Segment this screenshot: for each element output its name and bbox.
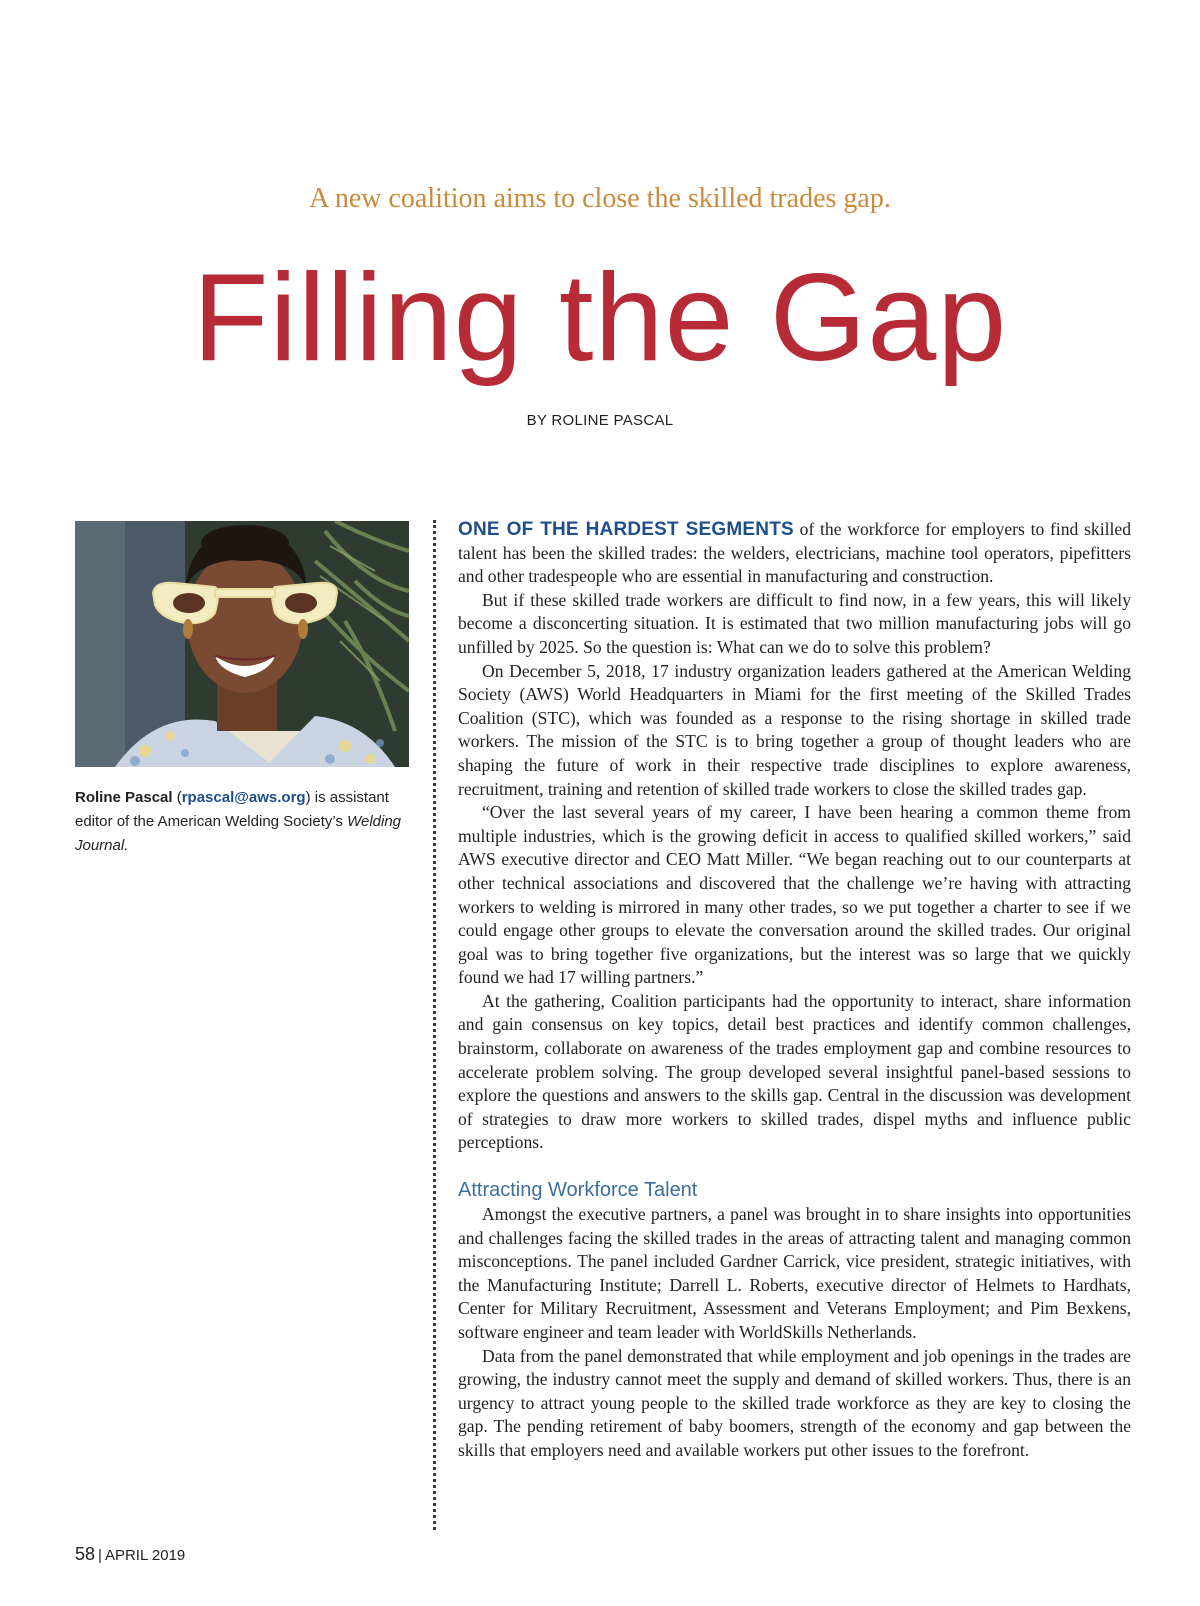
author-email-link[interactable]: rpascal@aws.org (181, 789, 306, 806)
paragraph: Data from the panel demonstrated that while employment and job openings in the trades are growing, the industry cannot meet the supply and demand of skilled workers. Thus, there is an urgency to attract young people to the skilled trade workforce as they are key to closing the gap. The pending retirement of baby boomers, strength of the economy and gap between the skills that employers need and available workers put other issues to the forefront. (458, 1345, 1131, 1460)
paragraph: “Over the last several years of my career, I have been hearing a common theme from multiple industries, which is the growing deficit in access to qualified skilled workers,” said AWS executive director and CEO Matt Miller. “We began reaching out to our counterparts at other technical associations and discovered that the challenge we’re having with attracting workers to welding is mirrored in many other trades, so we put together a charter to see if we could engage other groups to elevate the conversation around the skilled trades. Our original goal was to bring together five organizations, but the interest was so large that we quickly found we had 17 willing partners.” (458, 802, 1131, 988)
bio-paren-open: ( (172, 789, 182, 806)
author-photo (75, 521, 409, 767)
paragraph-text: of the workforce for employers to find skilled talent has been the skilled trades: the welders, electricians, machine tool operators, pipefitters and other tradespeople who are essential in manufacturing and construction. (458, 519, 1131, 587)
article-body (458, 518, 1131, 1463)
page-footer (75, 1544, 185, 1565)
footer-separator: | (98, 1547, 102, 1564)
column-divider (433, 520, 436, 1530)
article-subtitle: A new coalition aims to close the skilled trades gap. (309, 183, 891, 214)
bio-text: ) is assistant editor of the American Welding Society’s (75, 789, 389, 830)
publication-name: Welding Journal. (75, 813, 402, 854)
issue-date: APRIL 2019 (104, 1547, 186, 1564)
section-heading: Attracting Workforce Talent (458, 1179, 698, 1202)
author-bio (75, 786, 415, 858)
paragraph: At the gathering, Coalition participants had the opportunity to interact, share information and gain consensus on key topics, detail best practices and identify common challenges, brainstorm, collaborate on awareness of the trades employment gap and combine resources to accelerate problem solving. The group developed several insightful panel-based sessions to explore the questions and answers to the skills gap. Central in the discussion was development of strategies to draw more workers to skilled trades, dispel myths and influence public perceptions. (458, 990, 1131, 1153)
paragraph: Amongst the executive partners, a panel was brought in to share insights into opportunities and challenges facing the skilled trades in the areas of attracting talent and managing common misconceptions. The panel included Gardner Carrick, vice president, strategic initiatives, with the Manufacturing Institute; Darrell L. Roberts, executive director of Helmets to Hardhats, Center for Military Recruitment, Assessment and Veterans Employment; and Pim Bexkens, software engineer and team leader with WorldSkills Netherlands. (458, 1204, 1131, 1342)
author-portrait-image (75, 521, 409, 767)
page-number: 58 (75, 1544, 96, 1564)
paragraph: But if these skilled trade workers are difficult to find now, in a few years, this will likely become a disconcerting situation. It is estimated that two million manufacturing jobs will go unfilled by 2025. So the question is: What can we do to solve this problem? (458, 589, 1131, 657)
lead-in: ONE OF THE HARDEST SEGMENTS (458, 519, 794, 540)
article-title: Filling the Gap (192, 249, 1008, 387)
paragraph: On December 5, 2018, 17 industry organization leaders gathered at the American Welding Society (AWS) World Headquarters in Miami for the first meeting of the Skilled Trades Coalition (STC), which was founded as a response to the rising shortage in skilled trade workers. The mission of the STC is to bring together a group of thought leaders who are shaping the future of work in their respective trade disciplines to explore awareness, recruitment, training and retention of skilled trade workers to close the skilled trades gap. (458, 660, 1131, 799)
byline: BY ROLINE PASCAL (526, 412, 674, 429)
author-name: Roline Pascal (75, 789, 173, 806)
paragraph (458, 518, 1131, 589)
